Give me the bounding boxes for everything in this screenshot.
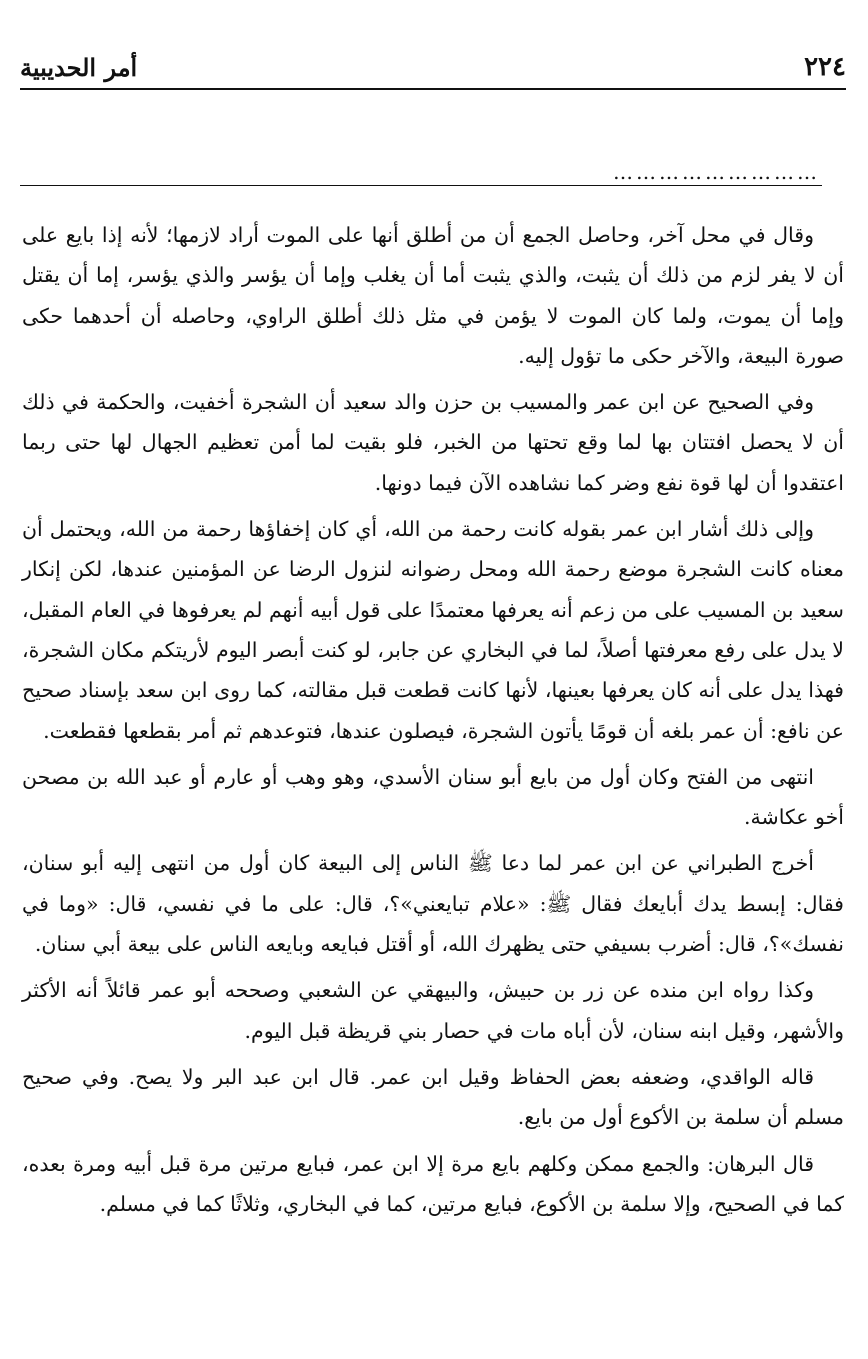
page-number: ٢٢٤ bbox=[804, 52, 846, 82]
separator-rule bbox=[20, 185, 822, 186]
page-header bbox=[20, 50, 846, 90]
separator-dots: ……………………… bbox=[613, 160, 820, 184]
paragraph: وإلى ذلك أشار ابن عمر بقوله كانت رحمة من الله، أي كان إخفاؤها رحمة من الله، ويحتمل أن معناه كانت الشجرة موضع رحمة الله ومحل رضوانه لنزول الرضا عن المؤمنين عندها، لكن إنكار سعيد بن المسيب على من زعم أنه يعرفها معتمدًا على قول أبيه أنهم لم يعرفوها في العام المقبل، لا يدل على رفع معرفتها أصلاً، لما في البخاري عن جابر، لو كنت أبصر اليوم لأريتكم مكان الشجرة، فهذا يدل على أنه كان يعرفها بعينها، لأنها كانت قطعت قبل مقالته، كما روى ابن سعد بإسناد صحيح عن نافع: أن عمر بلغه أن قومًا يأتون الشجرة، فيصلون عندها، فتوعدهم ثم أمر بقطعها فقطعت. bbox=[22, 517, 844, 743]
body-text bbox=[22, 215, 844, 1230]
paragraph: وفي الصحيح عن ابن عمر والمسيب بن حزن والد سعيد أن الشجرة أخفيت، والحكمة في ذلك أن لا يحصل افتتان بها لما وقع تحتها من الخبر، فلو بقيت لما أمن تعظيم الجهال لها حتى ربما اعتقدوا أن لها قوة نفع وضر كما نشاهده الآن فيما دونها. bbox=[22, 390, 844, 495]
paragraph: قال البرهان: والجمع ممكن وكلهم بايع مرة إلا ابن عمر، فبايع مرتين مرة قبل أبيه ومرة بعده، كما في الصحيح، وإلا سلمة بن الأكوع، فبايع مرتين، كما في البخاري، وثلاثًا كما في مسلم. bbox=[22, 1151, 844, 1216]
paragraph: وكذا رواه ابن منده عن زر بن حبيش، والبيهقي عن الشعبي وصححه أبو عمر قائلاً أنه الأكثر والأشهر، وقيل ابنه سنان، لأن أباه مات في حصار بني قريظة قبل اليوم. bbox=[22, 978, 844, 1043]
paragraph: وقال في محل آخر، وحاصل الجمع أن من أطلق أنها على الموت أراد لازمها؛ لأنه إذا بايع على أن لا يفر لزم من ذلك أن يثبت، والذي يثبت أما أن يغلب وإما أن يؤسر والذي يؤسر، إما أن يقتل وإما أن يموت، ولما كان الموت لا يؤمن في مثل ذلك أطلق الراوي، وحاصله أن أحدهما حكى صورة البيعة، والآخر حكى ما تؤول إليه. bbox=[22, 223, 844, 368]
paragraph: قاله الواقدي، وضعفه بعض الحفاظ وقيل ابن عمر. قال ابن عبد البر ولا يصح. وفي صحيح مسلم أن سلمة بن الأكوع أول من بايع. bbox=[22, 1064, 844, 1130]
paragraph: أخرج الطبراني عن ابن عمر لما دعا ﷺ الناس إلى البيعة كان أول من انتهى إليه أبو سنان، فقال: إبسط يدك أبايعك فقال ﷺ: «علام تبايعني»؟، قال: على ما في نفسي، قال: «وما في نفسك»؟، قال: أضرب بسيفي حتى يظهرك الله، أو أقتل فبايعه وبايعه الناس على بيعة أبي سنان. bbox=[22, 851, 844, 957]
paragraph: انتهى من الفتح وكان أول من بايع أبو سنان الأسدي، وهو وهب أو عارم أو عبد الله بن مصحن أخو عكاشة. bbox=[22, 764, 844, 830]
running-title: أمر الحديبية bbox=[20, 53, 138, 82]
